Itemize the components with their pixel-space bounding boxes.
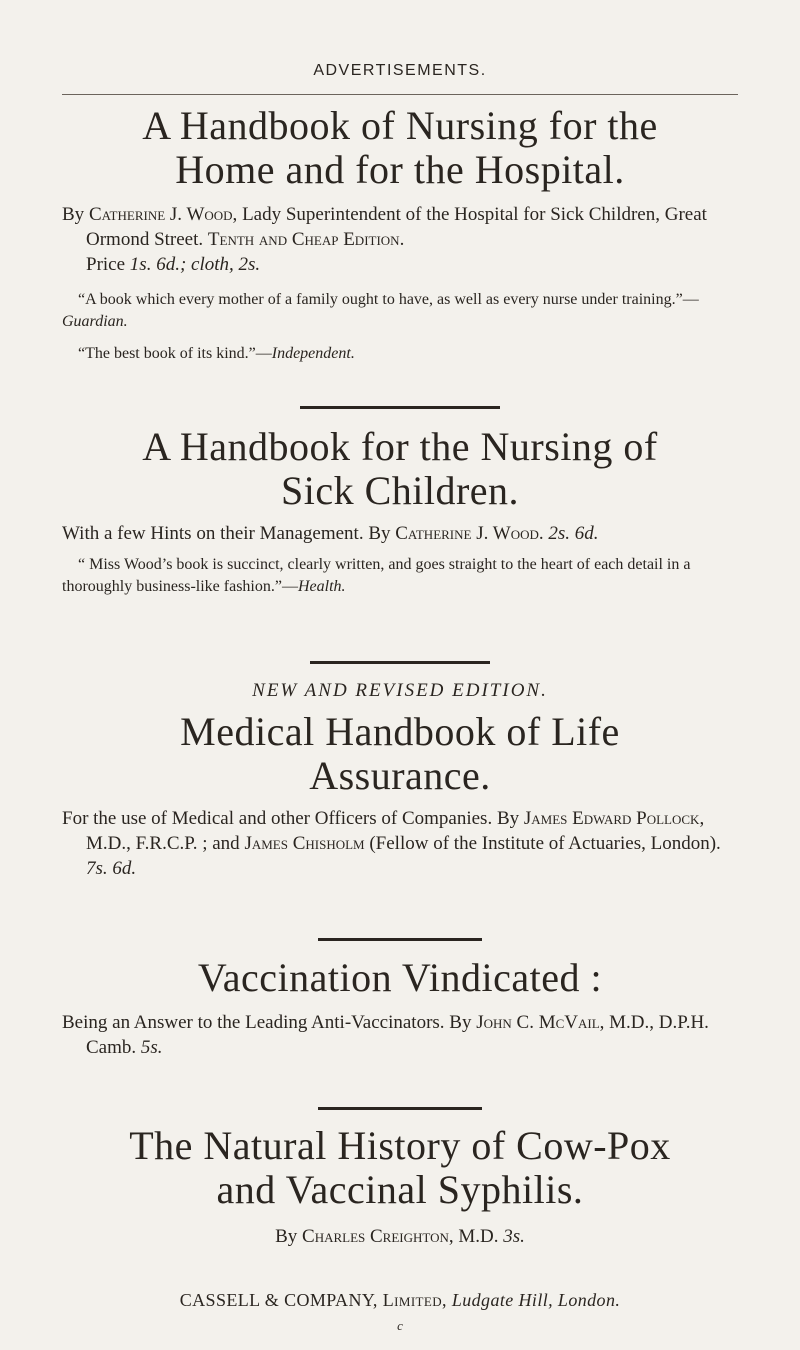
ad1-price: Price 1s. 6d.; cloth, 2s. [86, 254, 261, 275]
ad-natural-history-cow-pox [62, 1124, 738, 1249]
ad1-edition: Tenth and Cheap Edition. [207, 229, 405, 250]
ad4-description: Being an Answer to the Leading Anti-Vaccinators. By John C. McVail, M.D., D.P.H. Camb. 5s. [62, 1012, 709, 1058]
header-rule [62, 94, 738, 95]
ad2-author: Catherine J. Wood. [395, 523, 544, 544]
ad2-title-line2: Sick Children. [280, 468, 520, 513]
ad5-title-line1: The Natural History of Cow-Pox [129, 1123, 671, 1168]
publisher-address: Ludgate Hill, London. [451, 1290, 621, 1310]
ad-medical-handbook [62, 680, 738, 881]
page-header: ADVERTISEMENTS. [313, 62, 487, 79]
ad-nursing-sick-children [62, 425, 738, 598]
ad-vaccination-vindicated [62, 956, 738, 1060]
ad4-author: John C. McVail, [476, 1012, 605, 1033]
ad3-author1: James Edward Pollock, [523, 808, 705, 829]
ad1-description: By Catherine J. Wood, Lady Superintendent of the Hospital for Sick Children, Great Ormond Street. Tenth and Cheap Edition. [62, 204, 707, 250]
divider-rule [318, 938, 482, 941]
publisher-imprint: CASSELL & COMPANY, Limited, Ludgate Hill, London. [179, 1290, 621, 1310]
ad3-subheading: NEW AND REVISED EDITION. [252, 680, 548, 701]
ad1-title-line2: Home and for the Hospital. [175, 147, 625, 192]
divider-rule [310, 661, 490, 664]
divider-rule [300, 406, 500, 409]
ad4-title: Vaccination Vindicated : [197, 955, 603, 1000]
ad3-description: For the use of Medical and other Officers of Companies. By James Edward Pollock, M.D., F.R.C.P. ; and James Chisholm (Fellow of the Institute of Actuaries, London). 7s. 6d. [62, 808, 721, 879]
ad2-description: With a few Hints on their Management. By Catherine J. Wood. 2s. 6d. [62, 523, 599, 544]
ad3-author2: James Chisholm [244, 833, 365, 854]
ad3-title-line2: Assurance. [309, 753, 491, 798]
ad1-review-independent: “The best book of its kind.”—Independent. [78, 345, 355, 362]
ad5-title-line2: and Vaccinal Syphilis. [216, 1167, 584, 1212]
ad5-description: By Charles Creighton, M.D. 3s. [275, 1226, 525, 1247]
ad1-title-line1: A Handbook of Nursing for the [142, 103, 658, 148]
ad3-title-line1: Medical Handbook of Life [180, 709, 620, 754]
divider-rule [318, 1107, 482, 1110]
publisher-name: CASSELL & COMPANY, [179, 1290, 378, 1310]
ad2-review-health: “ Miss Wood’s book is succinct, clearly written, and goes straight to the heart of each detail in a thoroughly business-like fashion.”—Health. [62, 556, 691, 595]
ad2-title-line1: A Handbook for the Nursing of [142, 424, 658, 469]
ad1-author: Catherine J. Wood, [88, 204, 238, 225]
signature-mark: c [397, 1318, 403, 1333]
ad1-review-guardian: “A book which every mother of a family ought to have, as well as every nurse under training.”—Guardian. [62, 291, 699, 330]
ad5-author: Charles Creighton, [302, 1226, 454, 1247]
ad-nursing-home-hospital [62, 104, 738, 365]
